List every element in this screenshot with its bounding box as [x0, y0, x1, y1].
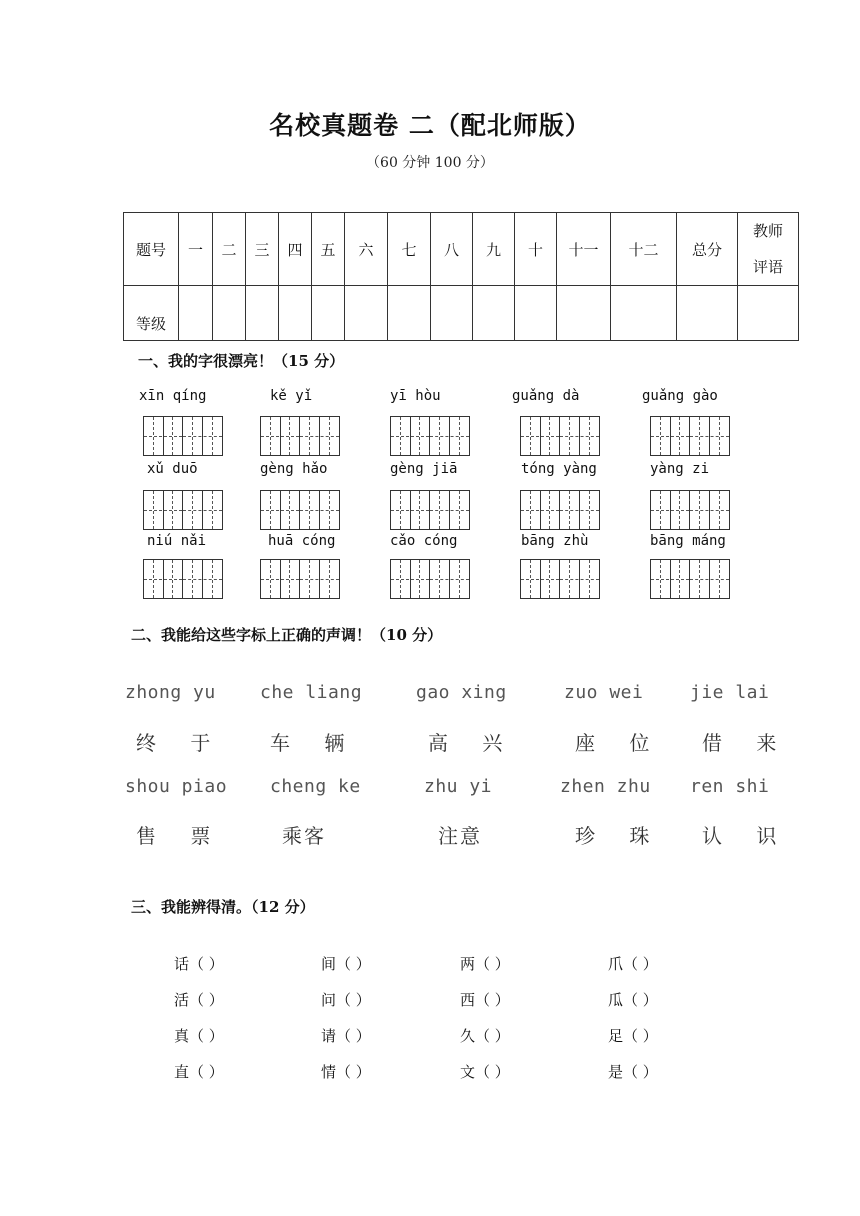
- writing-grid-box[interactable]: [143, 416, 183, 456]
- tone-hanzi: 座 位: [575, 731, 664, 755]
- teacher-line-2: 评语: [752, 258, 783, 276]
- pinyin-label: kě yǐ: [270, 388, 313, 404]
- writing-grid-box[interactable]: [183, 416, 223, 456]
- tone-hanzi: 车 辆: [270, 731, 359, 755]
- tone-pinyin: shou piao: [125, 776, 228, 797]
- teacher-comment-header: [738, 213, 799, 286]
- char-blank[interactable]: 西（ ）: [460, 991, 510, 1009]
- tone-pinyin: zhu yi: [424, 776, 493, 797]
- section-1-heading: 一、我的字很漂亮！（15 分）: [138, 352, 345, 370]
- pinyin-label: guǎng gào: [642, 388, 718, 404]
- tone-pinyin: ren shi: [690, 776, 770, 797]
- char-blank[interactable]: 两（ ）: [460, 955, 510, 973]
- writing-grid-box[interactable]: [260, 416, 300, 456]
- score-header: 三: [246, 213, 279, 286]
- score-header: 七: [388, 213, 431, 286]
- tone-pinyin: cheng ke: [270, 776, 361, 797]
- char-blank[interactable]: 爪（ ）: [608, 955, 658, 973]
- writing-grid-box[interactable]: [690, 416, 730, 456]
- tone-pinyin: zuo wei: [564, 682, 644, 703]
- writing-grid-box[interactable]: [650, 416, 690, 456]
- char-blank[interactable]: 直（ ）: [174, 1063, 224, 1081]
- score-header: 八: [431, 213, 473, 286]
- tone-pinyin: che liang: [260, 682, 363, 703]
- grade-cell[interactable]: [611, 286, 677, 341]
- writing-grid-box[interactable]: [430, 490, 470, 530]
- writing-grid-box[interactable]: [300, 416, 340, 456]
- tone-pinyin: jie lai: [690, 682, 770, 703]
- writing-grid-box[interactable]: [430, 559, 470, 599]
- score-header: 四: [279, 213, 312, 286]
- writing-grid-box[interactable]: [430, 416, 470, 456]
- tone-hanzi: 终 于: [136, 731, 225, 755]
- writing-grid-box[interactable]: [300, 559, 340, 599]
- pinyin-label: xīn qíng: [139, 388, 207, 404]
- score-header: 九: [473, 213, 515, 286]
- tone-hanzi: 认 识: [702, 824, 791, 848]
- writing-grid-box[interactable]: [560, 559, 600, 599]
- char-blank[interactable]: 话（ ）: [174, 955, 224, 973]
- char-blank[interactable]: 间（ ）: [321, 955, 371, 973]
- grade-cell[interactable]: [179, 286, 213, 341]
- writing-grid-box[interactable]: [520, 490, 560, 530]
- teacher-line-1: 教师: [752, 222, 783, 240]
- tone-hanzi: 注意: [438, 824, 482, 848]
- score-header: 二: [213, 213, 246, 286]
- grade-cell[interactable]: [388, 286, 431, 341]
- grade-cell[interactable]: [312, 286, 345, 341]
- pinyin-label: gèng hǎo: [260, 461, 328, 477]
- tone-hanzi: 乘客: [282, 824, 326, 848]
- score-header: 十二: [611, 213, 677, 286]
- grade-cell[interactable]: [431, 286, 473, 341]
- grade-cell[interactable]: [213, 286, 246, 341]
- grade-cell[interactable]: [345, 286, 388, 341]
- pinyin-label: xǔ duō: [147, 461, 198, 477]
- char-blank[interactable]: 问（ ）: [321, 991, 371, 1009]
- score-header: 十一: [557, 213, 611, 286]
- grade-cell[interactable]: [557, 286, 611, 341]
- pinyin-label: yī hòu: [390, 388, 441, 404]
- tone-pinyin: zhen zhu: [560, 776, 651, 797]
- writing-grid-box[interactable]: [183, 490, 223, 530]
- writing-grid-box[interactable]: [520, 416, 560, 456]
- score-header: 五: [312, 213, 345, 286]
- grade-cell[interactable]: [246, 286, 279, 341]
- char-blank[interactable]: 足（ ）: [608, 1027, 658, 1045]
- tone-pinyin: gao xing: [416, 682, 507, 703]
- tone-hanzi: 借 来: [702, 731, 791, 755]
- writing-grid-box[interactable]: [690, 559, 730, 599]
- pinyin-label: niú nǎi: [147, 533, 207, 549]
- char-blank[interactable]: 是（ ）: [608, 1063, 658, 1081]
- grade-cell[interactable]: [473, 286, 515, 341]
- page-title: 名校真题卷 二（配北师版）: [269, 111, 591, 140]
- pinyin-label: gèng jiā: [390, 461, 458, 477]
- char-blank[interactable]: 久（ ）: [460, 1027, 510, 1045]
- section-3-heading: 三、我能辨得清。（12 分）: [131, 898, 315, 916]
- pinyin-label: cǎo cóng: [390, 533, 458, 549]
- score-header: 六: [345, 213, 388, 286]
- writing-grid-box[interactable]: [143, 559, 183, 599]
- tone-pinyin: zhong yu: [125, 682, 216, 703]
- tone-hanzi: 珍 珠: [575, 824, 664, 848]
- tone-hanzi: 售 票: [136, 824, 225, 848]
- score-header: 一: [179, 213, 213, 286]
- score-table: [123, 212, 799, 341]
- writing-grid-box[interactable]: [560, 416, 600, 456]
- score-header: 十: [515, 213, 557, 286]
- writing-grid-box[interactable]: [560, 490, 600, 530]
- grade-cell[interactable]: [515, 286, 557, 341]
- writing-grid-box[interactable]: [390, 416, 430, 456]
- writing-grid-box[interactable]: [390, 559, 430, 599]
- tone-hanzi: 高 兴: [428, 731, 517, 755]
- writing-grid-box[interactable]: [690, 490, 730, 530]
- page-subtitle: （60 分钟 100 分）: [366, 155, 494, 171]
- score-row-label: 题号: [124, 213, 179, 286]
- grade-cell[interactable]: [677, 286, 738, 341]
- writing-grid-box[interactable]: [260, 490, 300, 530]
- writing-grid-box[interactable]: [390, 490, 430, 530]
- writing-grid-box[interactable]: [183, 559, 223, 599]
- char-blank[interactable]: 瓜（ ）: [608, 991, 658, 1009]
- writing-grid-box[interactable]: [650, 490, 690, 530]
- char-blank[interactable]: 文（ ）: [460, 1063, 510, 1081]
- writing-grid-box[interactable]: [143, 490, 183, 530]
- pinyin-label: huā cóng: [268, 533, 336, 549]
- pinyin-label: guǎng dà: [512, 388, 580, 404]
- char-blank[interactable]: 活（ ）: [174, 991, 224, 1009]
- writing-grid-box[interactable]: [650, 559, 690, 599]
- char-blank[interactable]: 真（ ）: [174, 1027, 224, 1045]
- grade-cell[interactable]: [279, 286, 312, 341]
- writing-grid-box[interactable]: [520, 559, 560, 599]
- pinyin-label: tóng yàng: [521, 461, 597, 477]
- pinyin-label: bāng máng: [650, 533, 726, 549]
- writing-grid-box[interactable]: [260, 559, 300, 599]
- char-blank[interactable]: 请（ ）: [321, 1027, 371, 1045]
- char-blank[interactable]: 情（ ）: [321, 1063, 371, 1081]
- score-header: 总分: [677, 213, 738, 286]
- writing-grid-box[interactable]: [300, 490, 340, 530]
- section-2-heading: 二、我能给这些字标上正确的声调！（10 分）: [131, 626, 443, 644]
- grade-cell[interactable]: [738, 286, 799, 341]
- grade-row-label: 等级: [124, 286, 179, 341]
- pinyin-label: bāng zhù: [521, 533, 589, 549]
- pinyin-label: yàng zi: [650, 461, 710, 477]
